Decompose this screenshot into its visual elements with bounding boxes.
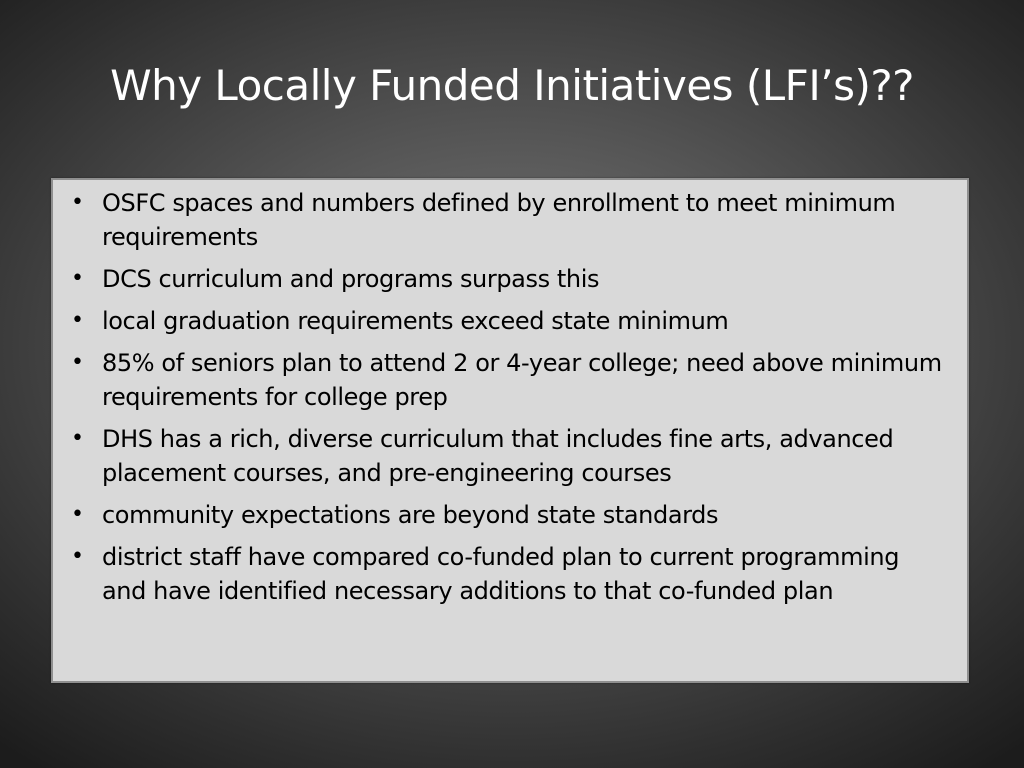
bullet-text: OSFC spaces and numbers defined by enrollment to meet minimum requirements bbox=[102, 189, 896, 251]
bullet-item bbox=[71, 262, 949, 296]
bullet-text: community expectations are beyond state standards bbox=[102, 501, 719, 529]
bullet-item bbox=[71, 498, 949, 532]
bullet-icon: • bbox=[71, 426, 84, 451]
bullet-item bbox=[71, 186, 949, 254]
slide-title: Why Locally Funded Initiatives (LFI’s)?? bbox=[110, 61, 914, 110]
bullet-icon: • bbox=[71, 266, 84, 291]
content-box bbox=[51, 178, 969, 683]
bullet-text: DCS curriculum and programs surpass this bbox=[102, 265, 600, 293]
bullet-text: district staff have compared co-funded plan to current programming and have identified necessary additions to that co-funded plan bbox=[102, 543, 900, 605]
bullet-item bbox=[71, 422, 949, 490]
bullet-item bbox=[71, 304, 949, 338]
bullet-icon: • bbox=[71, 502, 84, 527]
bullet-item bbox=[71, 346, 949, 414]
bullet-item bbox=[71, 540, 949, 608]
bullet-icon: • bbox=[71, 190, 84, 215]
bullet-text: 85% of seniors plan to attend 2 or 4-year college; need above minimum requirements for college prep bbox=[102, 349, 942, 411]
bullet-icon: • bbox=[71, 544, 84, 569]
bullet-text: DHS has a rich, diverse curriculum that includes fine arts, advanced placement courses, and pre-engineering courses bbox=[102, 425, 894, 487]
bullet-icon: • bbox=[71, 350, 84, 375]
bullet-icon: • bbox=[71, 308, 84, 333]
bullet-text: local graduation requirements exceed state minimum bbox=[102, 307, 729, 335]
bullet-list bbox=[53, 180, 967, 608]
